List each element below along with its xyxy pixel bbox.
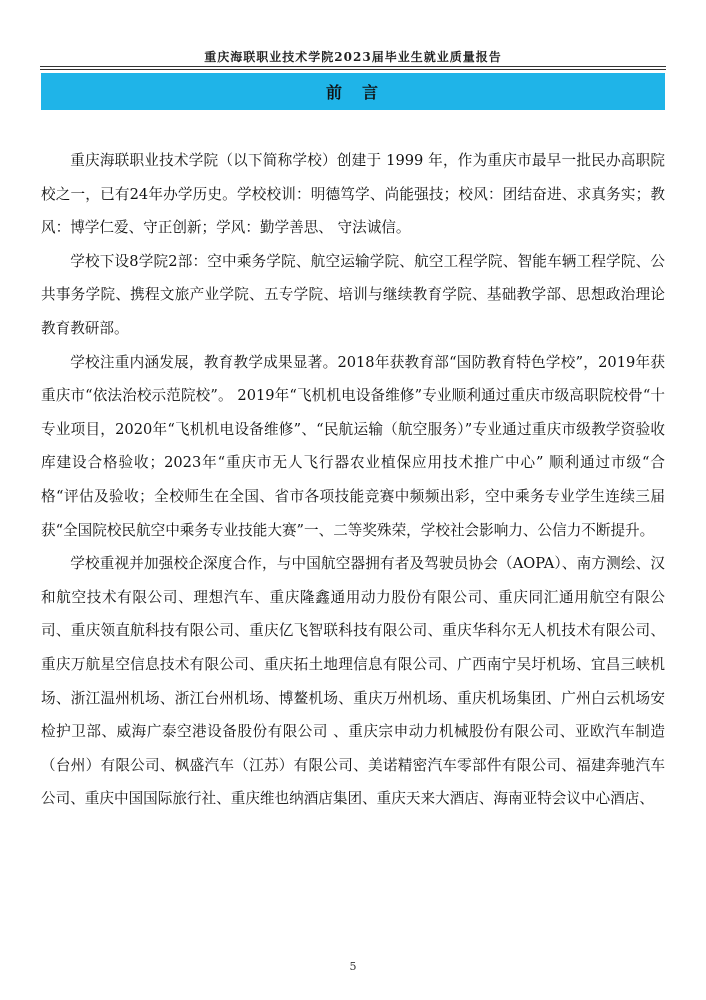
paragraph-intro: 重庆海联职业技术学院（以下简称学校）创建于 1999 年，作为重庆市最早一批民办高职院校之一，已有24年办学历史。学校校训：明德笃学、尚能强技；校风：团结奋进、求真务实；教风：博学仁爱、守正创新；学风：勤学善思、 守法诚信。 <box>41 152 665 237</box>
body-text <box>41 144 665 816</box>
section-title: 前 言 <box>325 83 380 102</box>
section-title-banner <box>41 73 665 110</box>
paragraph-achievements: 学校注重内涵发展，教育教学成果显著。2018年获教育部“国防教育特色学校”，2019年获重庆市“依法治校示范院校”。 2019年“飞机机电设备维修”专业顺利通过重庆市级高职院校骨“十专业项目，2020年“飞机机电设备维修”、“民航运输（航空服务）”专业通过重庆市级教学资验收库建设合格验收；2023年“重庆市无人飞行器农业植保应用技术推广中心” 顺利通过市级“合格“评估及验收；全校师生在全国、省市各项技能竞赛中频频出彩，空中乘务专业学生连续三届获“全国院校民航空中乘务专业技能大赛”一、二等奖殊荣，学校社会影响力、公信力不断提升。 <box>41 353 665 539</box>
paragraph-cooperation: 学校重视并加强校企深度合作，与中国航空器拥有者及驾驶员协会（AOPA）、南方测绘、汉和航空技术有限公司、理想汽车、重庆隆鑫通用动力股份有限公司、重庆同汇通用航空有限公司、重庆领直航科技有限公司、重庆亿飞智联科技有限公司、重庆华科尔无人机技术有限公司、重庆万航星空信息技术有限公司、重庆拓土地理信息有限公司、广西南宁吴圩机场、宜昌三峡机场、浙江温州机场、浙江台州机场、博鳌机场、重庆万州机场、重庆机场集团、广州白云机场安检护卫部、威海广泰空港设备股份有限公司 、重庆宗申动力机械股份有限公司、亚欧汽车制造（台州）有限公司、枫盛汽车（江苏）有限公司、美诺精密汽车零部件有限公司、福建奔驰汽车公司、重庆中国国际旅行社、重庆维也纳酒店集团、重庆天来大酒店、海南亚特会议中心酒店、 <box>41 555 665 808</box>
header-rule-bottom <box>40 69 666 70</box>
paragraph-colleges: 学校下设8学院2部：空中乘务学院、航空运输学院、航空工程学院、智能车辆工程学院、公共事务学院、携程文旅产业学院、五专学院、培训与继续教育学院、基础教学部、思想政治理论教育教研部。 <box>41 252 665 337</box>
report-header-title: 重庆海联职业技术学院2023届毕业生就业质量报告 <box>204 50 502 64</box>
header-rule-top <box>40 66 666 67</box>
page-number: 5 <box>349 960 357 973</box>
